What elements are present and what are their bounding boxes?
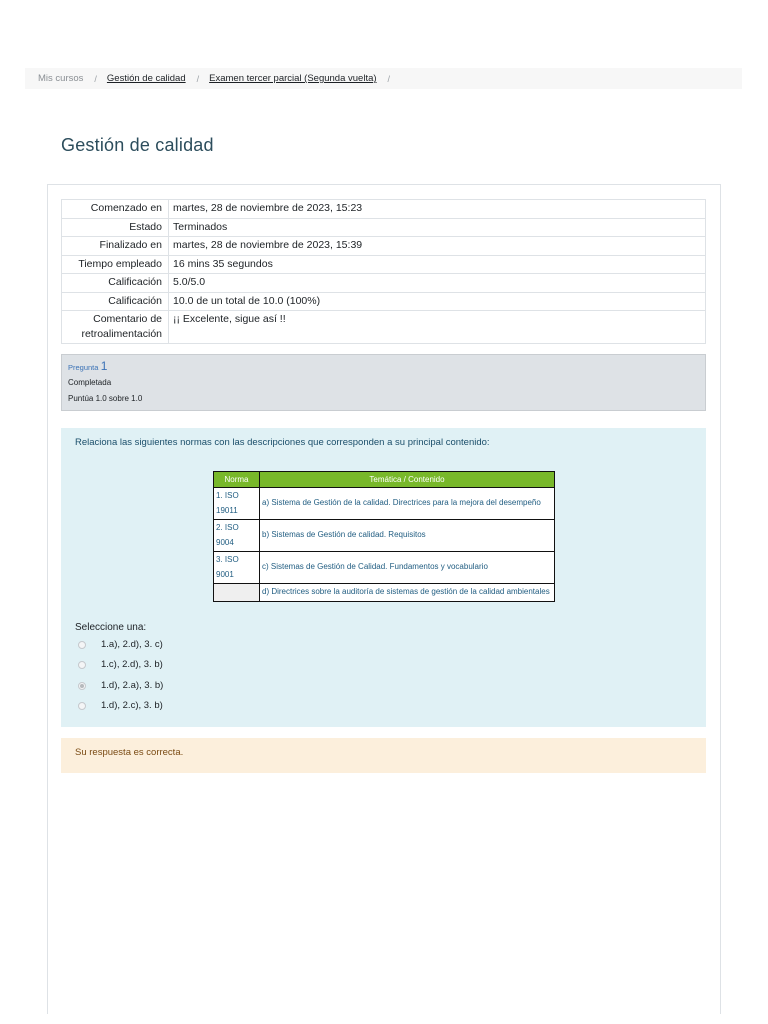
summary-value: 5.0/5.0 [169, 274, 706, 293]
question-state: Completada [68, 378, 112, 387]
breadcrumb-mis-cursos[interactable]: Mis cursos [38, 73, 84, 84]
attempt-summary-table [61, 199, 706, 344]
breadcrumb [25, 68, 742, 89]
table-cell: d) Directrices sobre la auditoría de sistemas de gestión de la calidad ambientales [260, 584, 555, 602]
summary-row [62, 255, 706, 274]
select-one-label: Seleccione una: [75, 622, 147, 633]
feedback-box: Su respuesta es correcta. [61, 738, 706, 773]
answer-option-label: 1.d), 2.a), 3. b) [101, 680, 164, 691]
summary-value: martes, 28 de noviembre de 2023, 15:23 [169, 200, 706, 219]
table-cell [214, 584, 260, 602]
table-header-tematica: Temática / Contenido [260, 472, 555, 488]
summary-label: Calificación [62, 292, 169, 311]
summary-row [62, 292, 706, 311]
radio-button-selected[interactable] [78, 682, 86, 690]
breadcrumb-separator: / [387, 73, 391, 84]
summary-value: Terminados [169, 218, 706, 237]
summary-label: Comenzado en [62, 200, 169, 219]
breadcrumb-separator: / [94, 73, 97, 84]
question-number-value: 1 [100, 359, 108, 373]
table-row [214, 584, 555, 602]
question-formulation [61, 428, 706, 727]
table-header-norma: Norma [214, 472, 260, 488]
table-cell: c) Sistemas de Gestión de Calidad. Fundamentos y vocabulario [260, 552, 555, 584]
question-info-box [61, 354, 706, 411]
answer-option-label: 1.a), 2.d), 3. c) [101, 639, 163, 650]
summary-label: Calificación [62, 274, 169, 293]
summary-label: Comentario de retroalimentación [62, 311, 169, 344]
summary-value: ¡¡ Excelente, sigue así !! [169, 311, 706, 344]
radio-button[interactable] [78, 702, 86, 710]
question-mark: Puntúa 1.0 sobre 1.0 [68, 394, 143, 403]
question-number [68, 359, 699, 373]
radio-button[interactable] [78, 661, 86, 669]
summary-label: Estado [62, 218, 169, 237]
table-row [214, 488, 555, 520]
answer-option-label: 1.c), 2.d), 3. b) [101, 659, 163, 670]
question-text: Relaciona las siguientes normas con las descripciones que corresponden a su principal contenido: [75, 437, 490, 448]
norms-table [213, 471, 555, 602]
table-cell: b) Sistemas de Gestión de calidad. Requisitos [260, 520, 555, 552]
summary-value: martes, 28 de noviembre de 2023, 15:39 [169, 237, 706, 256]
table-row [214, 520, 555, 552]
summary-label: Tiempo empleado [62, 255, 169, 274]
breadcrumb-separator: / [196, 73, 200, 84]
summary-label: Finalizado en [62, 237, 169, 256]
answer-option[interactable] [78, 680, 163, 691]
table-cell: 2. ISO 9004 [214, 520, 260, 552]
summary-row [62, 200, 706, 219]
answer-option-label: 1.d), 2.c), 3. b) [101, 700, 163, 711]
summary-row [62, 274, 706, 293]
question-label: Pregunta [68, 363, 99, 372]
table-header-row [214, 472, 555, 488]
answer-option[interactable] [78, 639, 163, 650]
summary-value: 16 mins 35 segundos [169, 255, 706, 274]
table-cell: 3. ISO 9001 [214, 552, 260, 584]
summary-value: 10.0 de un total de 10.0 (100%) [169, 292, 706, 311]
radio-button[interactable] [78, 641, 86, 649]
table-cell: 1. ISO 19011 [214, 488, 260, 520]
breadcrumb-course[interactable]: Gestión de calidad [106, 73, 186, 84]
summary-row [62, 218, 706, 237]
table-row [214, 552, 555, 584]
summary-row [62, 237, 706, 256]
summary-row [62, 311, 706, 344]
breadcrumb-quiz[interactable]: Examen tercer parcial (Segunda vuelta) [209, 73, 377, 84]
table-cell: a) Sistema de Gestión de la calidad. Directrices para la mejora del desempeño [260, 488, 555, 520]
answer-option[interactable] [78, 700, 163, 711]
answer-option[interactable] [78, 659, 163, 670]
page-title: Gestión de calidad [61, 135, 214, 155]
